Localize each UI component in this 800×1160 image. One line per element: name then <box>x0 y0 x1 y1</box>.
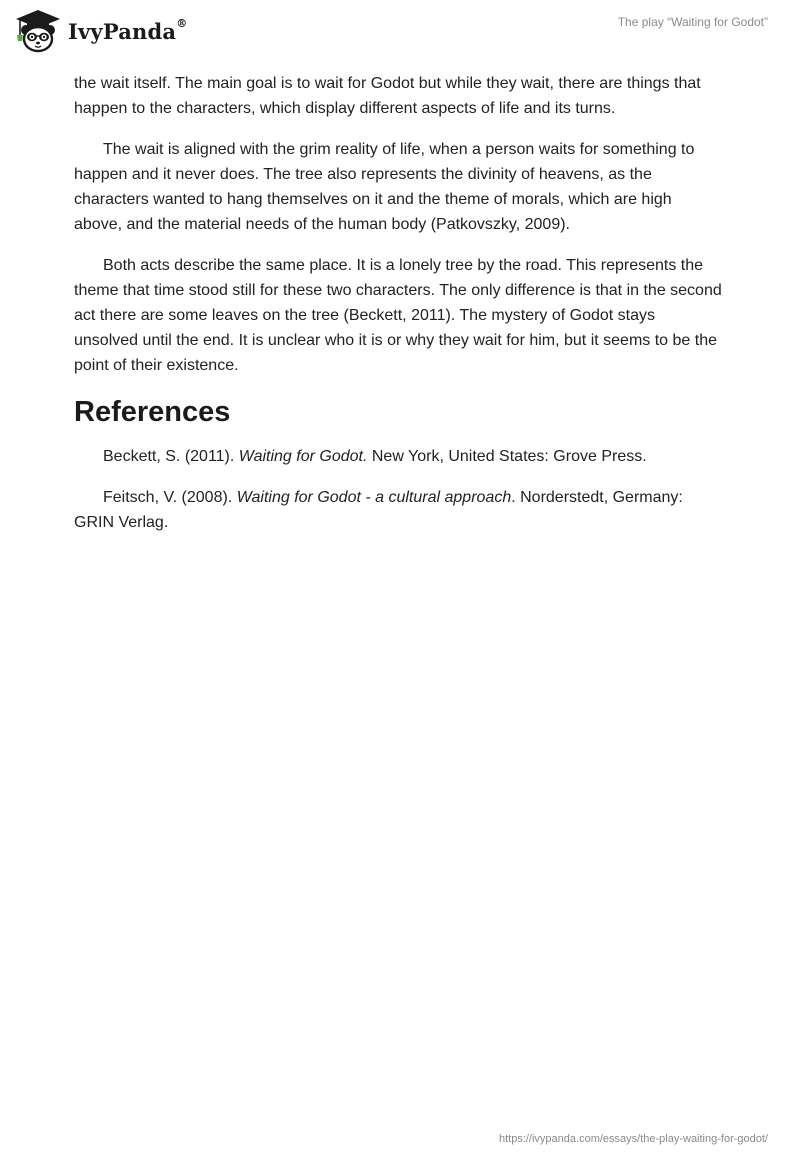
reference-title: Waiting for Godot. <box>238 448 368 465</box>
brand-text: IvyPanda <box>68 18 177 44</box>
reference-title: Waiting for Godot - a cultural approach <box>236 489 512 506</box>
paragraph: The wait is aligned with the grim reality of life, when a person waits for something to happen and it never does. The tree also represents the divinity of heavens, as the characters wanted to hang themselves on it and the theme of morals, which are high above, and the material needs of the human body (Patkovszky, 2009). <box>74 141 695 233</box>
paragraph: Both acts describe the same place. It is a lonely tree by the road. This represents the theme that time stood still for these two characters. The only difference is that in the second act there are some leaves on the tree (Beckett, 2011). The mystery of Godot stays unsolved until the end. It is unclear who it is or why they wait for him, but it seems to be the point of their existence. <box>74 257 722 374</box>
reference-authors: Beckett, S. (2011). <box>103 448 239 465</box>
reference-publisher: . Norderstedt, Germany: GRIN Verlag. <box>74 489 683 531</box>
paragraph: the wait itself. The main goal is to wait for Godot but while they wait, there are things that happen to the characters, which display different aspects of life and its turns. <box>74 75 701 117</box>
panda-graduation-cap-icon <box>14 8 62 54</box>
ivypanda-logo[interactable] <box>14 8 187 54</box>
document-title: The play “Waiting for Godot” <box>617 15 768 29</box>
reference-publisher: New York, United States: Grove Press. <box>367 448 647 465</box>
reference-item <box>74 444 722 469</box>
reference-item <box>74 485 722 535</box>
essay-content <box>74 71 722 551</box>
registered-mark: ® <box>176 16 188 30</box>
page-header <box>0 0 800 64</box>
reference-authors: Feitsch, V. (2008). <box>103 489 237 506</box>
references-heading: References <box>74 396 231 428</box>
brand-name <box>68 16 188 44</box>
source-url-link[interactable]: https://ivypanda.com/essays/the-play-waiting-for-godot/ <box>498 1133 768 1145</box>
